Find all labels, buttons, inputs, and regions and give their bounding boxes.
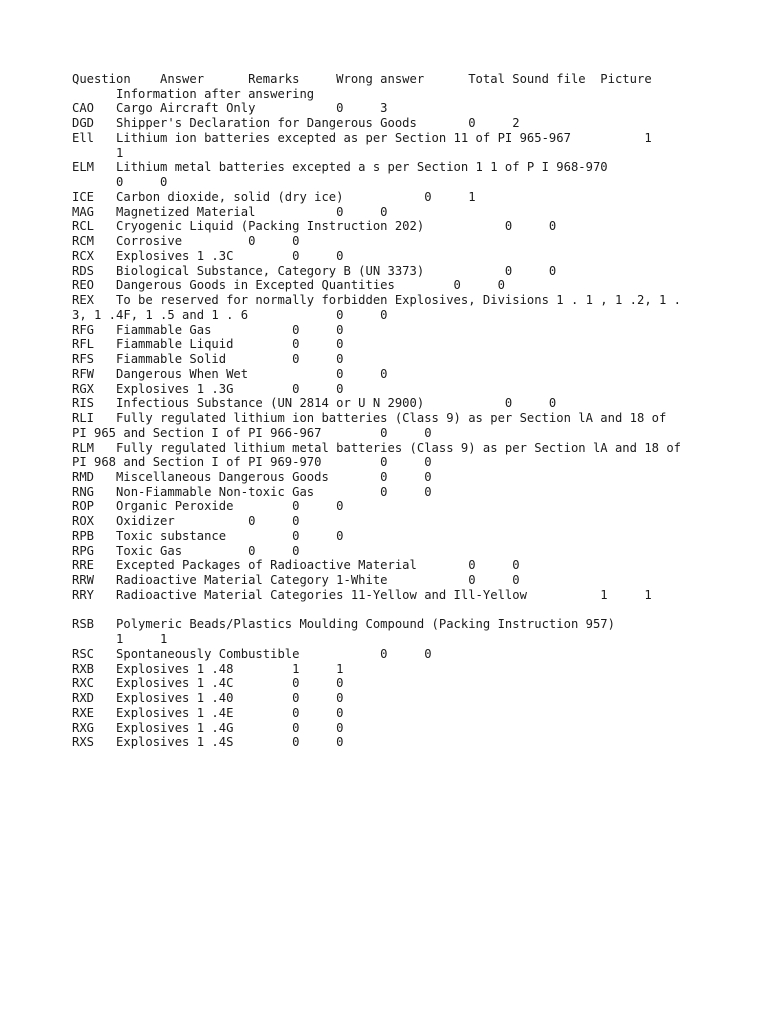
text-line: DGD Shipper's Declaration for Dangerous Goods 0 2 bbox=[72, 116, 520, 130]
text-line: RXB Explosives 1 .48 1 1 bbox=[72, 662, 344, 676]
text-line: ICE Carbon dioxide, solid (dry ice) 0 1 bbox=[72, 190, 476, 204]
text-line: RXE Explosives 1 .4E 0 0 bbox=[72, 706, 344, 720]
text-line: Ell Lithium ion batteries excepted as per Section 11 of PI 965-967 1 bbox=[72, 131, 652, 145]
text-line: RDS Biological Substance, Category B (UN 3373) 0 0 bbox=[72, 264, 557, 278]
text-line: RXS Explosives 1 .4S 0 0 bbox=[72, 735, 344, 749]
text-line: RPG Toxic Gas 0 0 bbox=[72, 544, 300, 558]
text-line: RFW Dangerous When Wet 0 0 bbox=[72, 367, 388, 381]
text-line: RFL Fiammable Liquid 0 0 bbox=[72, 337, 344, 351]
text-line: Question Answer Remarks Wrong answer Total Sound file Picture bbox=[72, 72, 652, 86]
text-line: REO Dangerous Goods in Excepted Quantities 0 0 bbox=[72, 278, 505, 292]
text-line: RRY Radioactive Material Categories 11-Yellow and Ill-Yellow 1 1 bbox=[72, 588, 652, 602]
text-line: MAG Magnetized Material 0 0 bbox=[72, 205, 388, 219]
text-line: RIS Infectious Substance (UN 2814 or U N 2900) 0 0 bbox=[72, 396, 557, 410]
text-line: RFS Fiammable Solid 0 0 bbox=[72, 352, 344, 366]
text-line: RFG Fiammable Gas 0 0 bbox=[72, 323, 344, 337]
text-line: 1 1 bbox=[72, 632, 168, 646]
text-line: RMD Miscellaneous Dangerous Goods 0 0 bbox=[72, 470, 432, 484]
text-line: RLM Fully regulated lithium metal batteries (Class 9) as per Section lA and 18 of bbox=[72, 441, 682, 455]
text-line: RXD Explosives 1 .40 0 0 bbox=[72, 691, 344, 705]
text-line: RSC Spontaneously Combustible 0 0 bbox=[72, 647, 432, 661]
text-line: RCL Cryogenic Liquid (Packing Instruction 202) 0 0 bbox=[72, 219, 557, 233]
text-line: 3, 1 .4F, 1 .5 and 1 . 6 0 0 bbox=[72, 308, 388, 322]
text-line: 1 bbox=[72, 146, 124, 160]
text-line: RPB Toxic substance 0 0 bbox=[72, 529, 344, 543]
text-line: PI 968 and Section I of PI 969-970 0 0 bbox=[72, 455, 432, 469]
text-line: RXG Explosives 1 .4G 0 0 bbox=[72, 721, 344, 735]
text-line: RSB Polymeric Beads/Plastics Moulding Compound (Packing Instruction 957) bbox=[72, 617, 615, 631]
text-line: ROX Oxidizer 0 0 bbox=[72, 514, 300, 528]
text-line: ROP Organic Peroxide 0 0 bbox=[72, 499, 344, 513]
text-line: RGX Explosives 1 .3G 0 0 bbox=[72, 382, 344, 396]
text-line: 0 0 bbox=[72, 175, 168, 189]
text-line: RRE Excepted Packages of Radioactive Material 0 0 bbox=[72, 558, 520, 572]
text-line: REX To be reserved for normally forbidden Explosives, Divisions 1 . 1 , 1 .2, 1 . bbox=[72, 293, 682, 307]
text-line: RLI Fully regulated lithium ion batteries (Class 9) as per Section lA and 18 of bbox=[72, 411, 667, 425]
text-line: RCM Corrosive 0 0 bbox=[72, 234, 300, 248]
text-line: CAO Cargo Aircraft Only 0 3 bbox=[72, 101, 388, 115]
text-line: RCX Explosives 1 .3C 0 0 bbox=[72, 249, 344, 263]
text-line: ELM Lithium metal batteries excepted a s per Section 1 1 of P I 968-970 bbox=[72, 160, 608, 174]
text-line: PI 965 and Section I of PI 966-967 0 0 bbox=[72, 426, 432, 440]
text-line: RXC Explosives 1 .4C 0 0 bbox=[72, 676, 344, 690]
text-line: RRW Radioactive Material Category 1-White 0 0 bbox=[72, 573, 520, 587]
text-line: Information after answering bbox=[72, 87, 315, 101]
text-line: RNG Non-Fiammable Non-toxic Gas 0 0 bbox=[72, 485, 432, 499]
